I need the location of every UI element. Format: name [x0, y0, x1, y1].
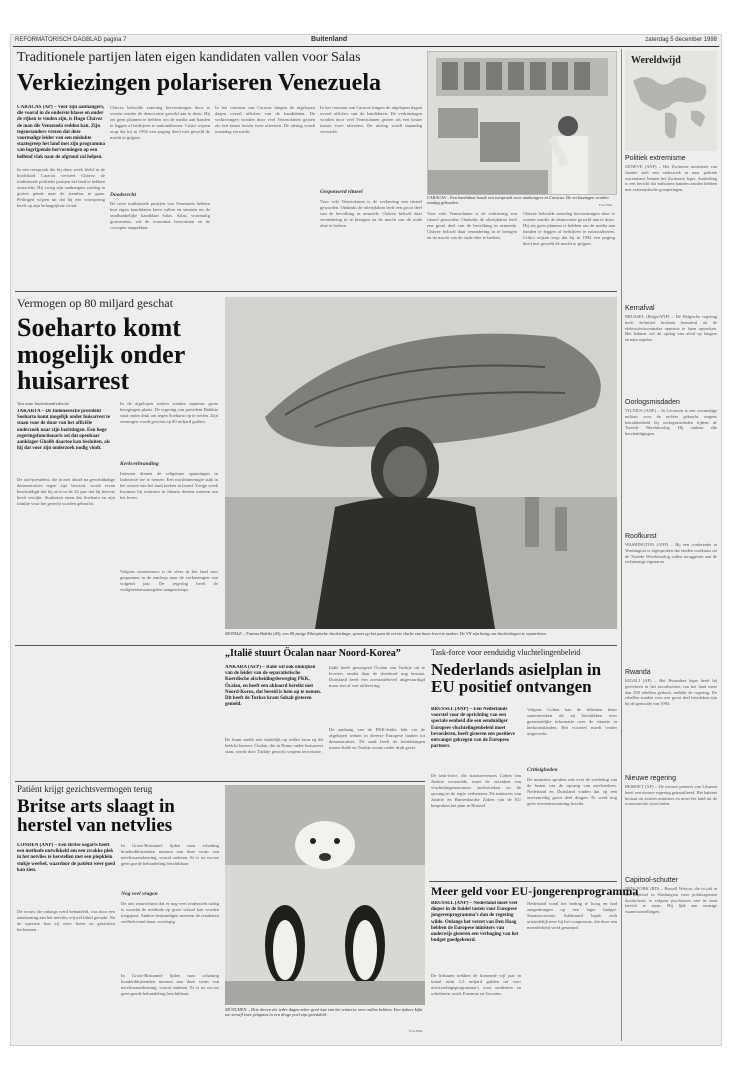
venezuela-body-5: Voor vele Venezolanen is de verkiezing een ritueel geworden. Ondanks de olierijkdom leeft een groot deel van de bevolking in armoede. Chávez belooft daar verandering in te brengen en de macht van de oude elite te breken.	[320, 199, 422, 228]
wereldwijd-head-0: Politiek extremisme	[625, 155, 686, 162]
soeharto-body-3: Intussen dienen de religieuze spanningen in Indonesië toe te nemen. Een moslimmenigte stak in het oosten van het land kerken in brand. Vorige week kwamen bij onlusten in Jakarta dertien mensen om het leven.	[120, 471, 218, 500]
wereldwijd-head-6: Capitool-schutter	[625, 877, 678, 884]
penguin-photo	[225, 785, 425, 1005]
header-left: REFORMATORISCH DAGBLAD pagina 7	[15, 37, 127, 43]
venezuela-headline: Verkiezingen polariseren Venezuela	[17, 70, 381, 96]
soeharto-body-4: Volgens waarnemers is de sfeer in het land zeer gespannen in de aanloop naar de verkiezingen van volgend jaar. De regering heeft de veiligheidsmaatregelen aangescherpt.	[120, 569, 218, 592]
wereldwijd-text-0: GENEVE (ANP) – Het Zwitserse ministerie van Justitie stelt een onderzoek in naar politiek extremisme binnen het Zwitserse leger. Aanleiding is een bericht dat militairen banden zouden hebben met extremistische groeperingen.	[625, 164, 717, 193]
header-rule	[13, 46, 719, 47]
wereldwijd-text-4: KIGALI (AP) – Het Rwandese leger heeft bij gevechten in het noordwesten van het land meer dan 250 rebellen gedood, meldde de regering. De rebellen zouden voor een groot deel betrokken zijn bij de genocide van 1994.	[625, 678, 717, 707]
moyale-caption: MOYALE – Fatima Habiki (40), een 80-jarige Ethiopische vluchtelinge, sjouwt op het punt de eerste vlucht van haar leven te maken. De VN zijn bezig om vluchtelingen te repatriëren.	[225, 631, 547, 636]
jongeren-headline: Meer geld voor EU-jongerenprogramma	[431, 884, 639, 898]
venezuela-subhead-2: Gesponserd ritueel	[320, 189, 363, 195]
venezuela-body-7: Chávez beloofde zaterdag hervormingen door te voeren zonder de democratie geweld aan te doen. Hij zei geen plannen te hebben om de media aan banden te leggen of bedrijven te nationaliseren. Critici wijzen erop dat hij in 1992 een poging deed met geweld de macht te grijpen.	[523, 211, 615, 246]
jongeren-lead: BRUSSEL (ANP) – Nederland moet veel dieper in de buidel tasten voor Europese jongerenprogramma’s dan de regering wilde. Onlangs het verzet van Den Haag hebben de Europese ministers van onderwijs gisteren een verhoging van het budget goedgekeurd.	[431, 901, 519, 944]
section-rule-3	[15, 781, 425, 782]
ocalan-lead: ANKARA (AFP) – Italië wil ook omkijken van de leider van de separatistische Koerdische afscheidingsbeweging PKK, Öcalan, en heeft een akkoord bereikt met Noord-Korea, dat bereid is hem op te nemen. Dit heeft de Turkse krant Sabah gisteren gemeld.	[225, 665, 322, 708]
newspaper-page	[10, 34, 722, 1046]
venezuela-kicker: Traditionele partijen laten eigen kandidaten vallen voor Salas	[17, 50, 361, 65]
venezuela-body-4: In het centrum van Caracas hingen de afgelopen dagen overal affiches van de kandidaten. De verkiezingen worden door veel Venezolanen gezien als een keuze tussen twee uitersten. De uitslag wordt maandag verwacht.	[215, 105, 315, 134]
wereldwijd-head-2: Oorlogsmisdaden	[625, 399, 680, 406]
wereldwijd-text-6: NEW YORK (RD) – Russell Weston, die in juli in het Capitool in Washington twee politieagenten doodschoot, is volgens psychiaters niet in staat terecht te staan. Hij lijdt aan ernstige waanvoorstellingen.	[625, 886, 717, 915]
britse-body-3: In Groot-Brittannië lijden naar schatting honderdduizenden mensen aan deze vorm van netvliesaandoening, vooral ouderen. Er is tot nu toe geen goede behandeling beschikbaar.	[121, 973, 219, 996]
asiel-lead: BRUSSEL (ANP) – Een Nederlands voorstel voor de oprichting van een speciale eenheid die een eenduidiger Europees vluchtelingenbeleid moet bevorderen, heeft gisteren een positieve ontvangst gekregen van de Europese partners.	[431, 707, 515, 750]
soeharto-body-2: In de afgelopen weken vonden opnieuw grote betogingen plaats. De regering van president Habibie staat onder druk om tegen Soeharto op te treden. Zijn vermogen wordt geschat op 80 miljard gulden.	[120, 401, 218, 424]
venezuela-body-1: In een toespraak die hij deze week hield in de hoofdstad Caracas verweet Chávez de traditionele politieke partijen het land te hebben ontwricht. Hij vroeg zijn aanhangers zondag in groten getale naar de stembus te gaan. Peilingen wijzen uit dat hij een voorsprong heeft op zijn belangrijkste rivaal.	[17, 167, 105, 208]
jongeren-body-1: De lidstaten trekken de komende vijf jaar in totaal ruim 2,5 miljard gulden uit voor uitwisselingsprogramma’s voor studenten en scholieren, zoals Erasmus en Socrates.	[431, 973, 521, 996]
wereldwijd-header	[625, 51, 717, 151]
wereldwijd-text-5: BEIROET (AP) – De nieuwe premier van Libanon heeft een nieuwe regering geïnstalleerd. Het kabinet bestaat uit zestien ministers en moet het land uit de economische crisis halen.	[625, 784, 717, 807]
penguin-photo-credit: Foto EPA	[409, 1029, 423, 1033]
wereldwijd-head-3: Roofkunst	[625, 533, 657, 540]
asiel-headline: Nederlands asielplan in EU positief ontvangen	[431, 660, 602, 697]
moyale-photo	[225, 297, 617, 629]
page-header	[11, 35, 721, 47]
britse-lead: LONDEN (ANP) – Een Britse oogarts heeft een methode ontwikkeld om een zwakke plek in het netvlies te herstellen met een piepklein stukje weefsel, waardoor de patiënt weer goed kan zien.	[17, 843, 115, 873]
venezuela-body-2: Chávez beloofde zaterdag hervormingen door te voeren zonder de democratie geweld aan te doen. Hij zei geen plannen te hebben om de media aan banden te leggen of bedrijven te nationaliseren. Critici wijzen erop dat hij in 1992 een poging deed met geweld de macht te grijpen.	[110, 105, 210, 140]
asiel-body-1: De task-force, die staatssecretaris Cohen van Justitie voorstelde, moet de oorzaken van vluchtelingenstromen onderzoeken en de opvang in de regio verbeteren. De ministers van Justitie en Binnenlandse Zaken van de EU bespraken het plan in Brussel.	[431, 773, 521, 808]
ocalan-headline: „Italië stuurt Öcalan naar Noord-Korea”	[225, 648, 401, 659]
britse-body-1b: In Groot-Brittannië lijden naar schatting honderdduizenden mensen aan deze vorm van netvliesaandoening, vooral ouderen. Er is tot nu toe geen goede behandeling beschikbaar.	[121, 843, 219, 866]
refugee-woman-image	[225, 297, 617, 629]
section-rule-2	[15, 645, 617, 646]
wereldwijd-head-1: Kernafval	[625, 305, 655, 312]
header-date: zaterdag 5 december 1998	[645, 37, 717, 43]
wereldwijd-head-4: Rwanda	[625, 669, 651, 676]
ocalan-body-1: De krant meldt niet duidelijk op welke bron zij dit bericht baseert. Öcalan, die in Rome onder huisarrest staat, wordt door Turkije gezocht wegens terrorisme.	[225, 737, 323, 754]
britse-body-1: De vrouw die onlangs werd behandeld, was door een aandoening aan het netvlies vrijwel blind geraakt. Na de operatie kon zij weer lezen en gezichten herkennen.	[17, 909, 115, 932]
wereldwijd-text-1: BRUSSEL (Belga/ANP) – De Belgische regering heeft definitief besloten kernafval uit de elektriciteitscentrales opnieuw te laten opwerken. Het kabinet wil de opslag van afval op langere termijn regelen.	[625, 314, 717, 343]
asiel-subhead: Critisigheden	[527, 767, 558, 773]
venezuela-photo	[427, 51, 617, 195]
soeharto-kicker: Vermogen op 80 miljard geschat	[17, 296, 173, 310]
section-title: Buitenland	[311, 36, 348, 43]
soeharto-body-1: De oud-president, die in mei aftrad na gewelddadige demonstraties tegen zijn bewind, wordt ervan beschuldigd dat hij zich in de 32 jaar dat hij heerste heeft verrijkt. Studenten eisen dat Soeharto en zijn familie voor het gerecht worden gebracht.	[17, 477, 115, 506]
venezuela-body-3: De twee traditionele partijen van Venezuela hebben hun eigen kandidaten laten vallen en steunen nu de onafhankelijke kandidaat Salas. Salas, voormalig gouverneur, wil de economie hervormen en de corruptie aanpakken.	[110, 201, 210, 230]
asiel-kicker: Task-force voor eenduidig vluchtelingenbeleid	[431, 648, 581, 657]
britse-headline: Britse arts slaagt in herstel van netvlies	[17, 796, 175, 837]
wereldwijd-title: Wereldwijd	[631, 55, 681, 66]
soeharto-headline: Soeharto komt mogelijk onder huisarrest	[17, 313, 185, 396]
world-map-icon	[625, 51, 717, 151]
wereldwijd-head-5: Nieuwe regering	[625, 775, 676, 782]
soeharto-byline: Van onze buitenlandredactie	[17, 401, 70, 406]
venezuela-caption: CARACAS – Een kandidaat houdt een toespraak voor aanhangers in Caracas. De verkiezingen worden zondag gehouden.	[427, 195, 609, 206]
asiel-body-2: Volgens Cohen kan de lidstaten beter samenwerken als zij beschikken over gezamenlijke informatie over de situatie in herkomstlanden. Het voorstel wordt verder uitgewerkt.	[527, 707, 617, 736]
section-rule-4	[429, 881, 617, 882]
ocalan-body-2: Italië heeft geweigerd Öcalan aan Turkije uit te leveren, omdat daar de doodstraf nog bestaat. Duitsland heeft een arrestatiebevel uitgevaardigd maar ziet af van uitlevering.	[329, 665, 425, 688]
section-rule-1	[15, 291, 617, 292]
asiel-body-3: De ministers spraken ook over de verdeling van de lasten van de opvang van asielzoekers. Nederland en Duitsland vinden dat zij een onevenredig groot deel dragen. Er werd nog geen overeenstemming bereikt.	[527, 777, 617, 806]
rally-scene-image	[428, 52, 616, 194]
jongeren-body-2: Nederland vond het bedrag te hoog en had aangedrongen op een lager budget. Staatssecretaris Adelmund legde zich uiteindelijk neer bij het compromis, dat door een meerderheid werd gesteund.	[527, 901, 617, 930]
wereldwijd-text-2: VILNIUS (ANP) – In Litouwen is een voormalige militair voor de rechter gebracht wegens betrokkenheid bij oorlogsmisdaden tijdens de Tweede Wereldoorlog. Hij ontkent alle beschuldigingen.	[625, 408, 717, 437]
ocalan-body-3: De aanhang van de PKK-leider lekt via de afgelopen weken in diverse Europese landen tot demonstraties. De zaak heeft de betrekkingen tussen Italië en Turkije zwaar onder druk gezet.	[329, 727, 425, 750]
soeharto-lead: JAKARTA – De Indonesische president Soeharto komt mogelijk onder huisarrest te staan voor de duur van het officiële onderzoek naar zijn bezittingen. Een hoge regeringsfunctionaris zei dat openbaar aanklager Ghalib daartoe kan besluiten, als hij dat voor zijn onderzoek nodig vindt.	[17, 409, 111, 452]
britse-kicker: Patiënt krijgt gezichtsvermogen terug	[17, 784, 153, 794]
venezuela-body-6: Voor vele Venezolanen is de verkiezing een ritueel geworden. Ondanks de olierijkdom leeft een groot deel van de bevolking in armoede. Chávez belooft daar verandering in te brengen en de macht van de oude elite te breken.	[427, 211, 517, 240]
venezuela-subhead-1: Doodsrecht	[110, 192, 136, 198]
wereldwijd-text-3: WASHINGTON (ANP) – Bij een conferentie in Washington is afgesproken dat landen roofkunst uit de Tweede Wereldoorlog zullen teruggeven aan de rechtmatige eigenaren.	[625, 542, 717, 565]
polar-bear-penguins-image	[225, 785, 425, 1005]
soeharto-subhead: Kerkverbranding	[120, 461, 159, 467]
britse-body-2: De arts waarschuwt dat er nog veel onderzoek nodig is voordat de methode op grote schaal kan worden toegepast. Andere deskundigen noemen de resultaten veelbelovend maar voorlopig.	[121, 901, 219, 924]
venezuela-lead: CARACAS (AP) – Voor zijn aanhangers, die vooral in de onderste klasse en onder de rijken te vinden zijn, is Hugo Chávez de man die Venezuela redden kan. Zijn tegenstanders vrezen dat deze voormalige leider van een mislukte staatsgreep het land met zijn programma van ingrijpende hervormingen op een hellend vlak naar de afgrond zal helpen.	[17, 105, 105, 160]
venezuela-photo-credit: Foto EPA	[599, 203, 613, 207]
britse-subhead: Nog veel vragen	[121, 891, 158, 897]
venezuela-body-4b: In het centrum van Caracas hingen de afgelopen dagen overal affiches van de kandidaten. De verkiezingen worden door veel Venezolanen gezien als een keuze tussen twee uitersten. De uitslag wordt maandag verwacht.	[320, 105, 422, 134]
penguin-caption: MÜNCHEN – Drie dieren die ieder dagen zeker geen last van het winterse weer zullen hebben. Een ijsbeer kijkt toe terwijl twee pinguïns in een droge poel zijn gereddeld.	[225, 1007, 423, 1018]
